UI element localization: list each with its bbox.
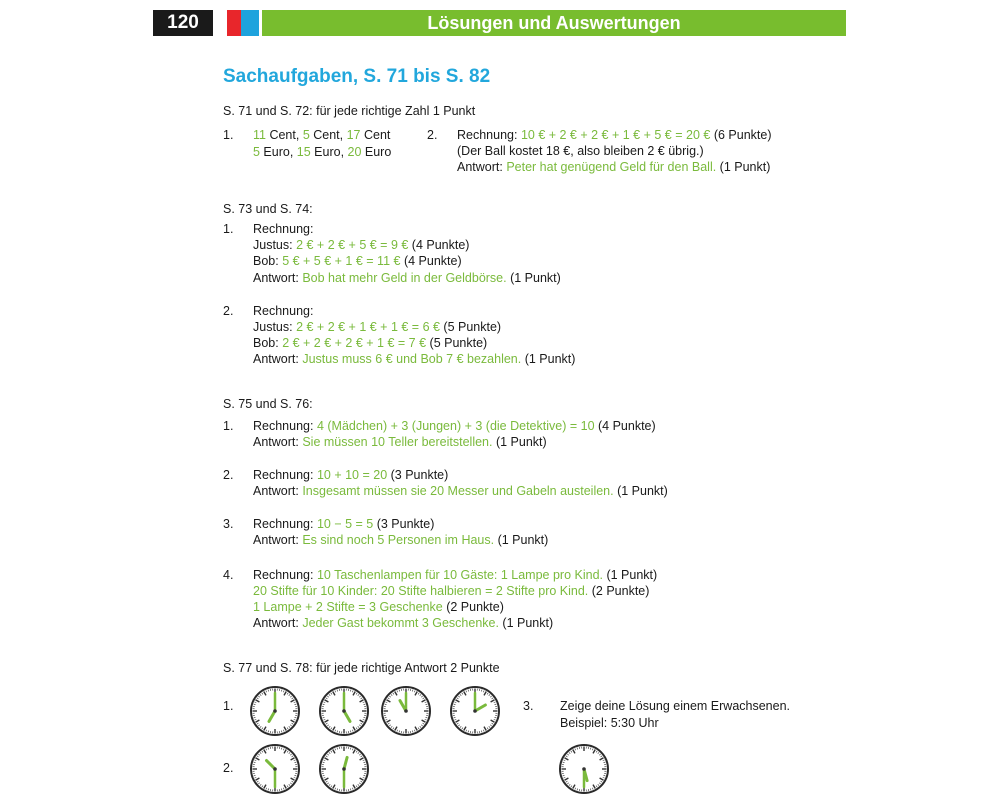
answer-line: Antwort: Bob hat mehr Geld in der Geldbörse. (1 Punkt) <box>253 271 561 285</box>
calculation-line: Rechnung: 4 (Mädchen) + 3 (Jungen) + 3 (die Detektive) = 10 (4 Punkte) <box>253 419 656 433</box>
clock-face <box>556 741 612 797</box>
answer-line: Antwort: Justus muss 6 € und Bob 7 € bezahlen. (1 Punkt) <box>253 352 576 366</box>
clock-face <box>247 683 303 739</box>
answer-line: Antwort: Insgesamt müssen sie 20 Messer und Gabeln austeilen. (1 Punkt) <box>253 484 668 498</box>
clock-face <box>378 683 434 739</box>
section-intro: S. 77 und S. 78: für jede richtige Antwort 2 Punkte <box>223 661 500 675</box>
clock-center <box>582 767 586 771</box>
calculation-line: Justus: 2 € + 2 € + 1 € + 1 € = 6 € (5 Punkte) <box>253 320 502 334</box>
item-number: 4. <box>223 568 234 582</box>
calculation-line: Rechnung: 10 + 10 = 20 (3 Punkte) <box>253 468 449 482</box>
example-text: Beispiel: 5:30 Uhr <box>560 716 659 730</box>
clock-center <box>473 709 477 713</box>
header-stripe-blue <box>241 10 259 36</box>
item-number: 1. <box>223 128 234 142</box>
clock-center <box>273 709 277 713</box>
calculation-line: 20 Stifte für 10 Kinder: 20 Stifte halbieren = 2 Stifte pro Kind. (2 Punkte) <box>253 584 650 598</box>
clock-center <box>273 767 277 771</box>
header-stripe-red <box>227 10 241 36</box>
calculation-line: 1 Lampe + 2 Stifte = 3 Geschenke (2 Punkte) <box>253 600 504 614</box>
answer-line: Antwort: Sie müssen 10 Teller bereitstellen. (1 Punkt) <box>253 435 547 449</box>
section-intro: S. 75 und S. 76: <box>223 397 313 411</box>
item-number: 3. <box>523 699 534 713</box>
item-number: 2. <box>223 468 234 482</box>
clock-face <box>447 683 503 739</box>
calculation-line: Bob: 2 € + 2 € + 2 € + 1 € = 7 € (5 Punkte) <box>253 336 488 350</box>
section-intro: S. 73 und S. 74: <box>223 202 313 216</box>
clock-center <box>342 767 346 771</box>
clock-center <box>404 709 408 713</box>
item-number: 3. <box>223 517 234 531</box>
item-number: 2. <box>427 128 438 142</box>
answer-line: 5 Euro, 15 Euro, 20 Euro <box>253 145 392 159</box>
clock-face <box>316 683 372 739</box>
calculation-line: Rechnung: 10 − 5 = 5 (3 Punkte) <box>253 517 435 531</box>
instruction-text: Zeige deine Lösung einem Erwachsenen. <box>560 699 791 713</box>
answer-line: Antwort: Es sind noch 5 Personen im Haus. (1 Punkt) <box>253 533 549 547</box>
calculation-line: Rechnung: 10 Taschenlampen für 10 Gäste: 1 Lampe pro Kind. (1 Punkt) <box>253 568 658 582</box>
item-number: 1. <box>223 419 234 433</box>
answer-line: Antwort: Jeder Gast bekommt 3 Geschenke. (1 Punkt) <box>253 616 554 630</box>
section-title: Lösungen und Auswertungen <box>262 10 846 36</box>
calculation-line: Rechnung: 10 € + 2 € + 2 € + 1 € + 5 € = 20 € (6 Punkte) <box>457 128 772 142</box>
answer-line: 11 Cent, 5 Cent, 17 Cent <box>253 128 391 142</box>
calculation-line: Justus: 2 € + 2 € + 5 € = 9 € (4 Punkte) <box>253 238 470 252</box>
page-heading: Sachaufgaben, S. 71 bis S. 82 <box>223 66 491 87</box>
item-number: 1. <box>223 222 234 236</box>
section-intro: S. 71 und S. 72: für jede richtige Zahl 1 Punkt <box>223 104 476 118</box>
clock-face <box>247 741 303 797</box>
item-number: 2. <box>223 761 234 775</box>
answer-line: Antwort: Peter hat genügend Geld für den Ball. (1 Punkt) <box>457 160 771 174</box>
clock-face <box>316 741 372 797</box>
note-line: (Der Ball kostet 18 €, also bleiben 2 € übrig.) <box>457 144 704 158</box>
calculation-label: Rechnung: <box>253 304 314 318</box>
page-number: 120 <box>153 10 213 36</box>
calculation-label: Rechnung: <box>253 222 314 236</box>
clock-center <box>342 709 346 713</box>
item-number: 2. <box>223 304 234 318</box>
item-number: 1. <box>223 699 234 713</box>
calculation-line: Bob: 5 € + 5 € + 1 € = 11 € (4 Punkte) <box>253 254 462 268</box>
